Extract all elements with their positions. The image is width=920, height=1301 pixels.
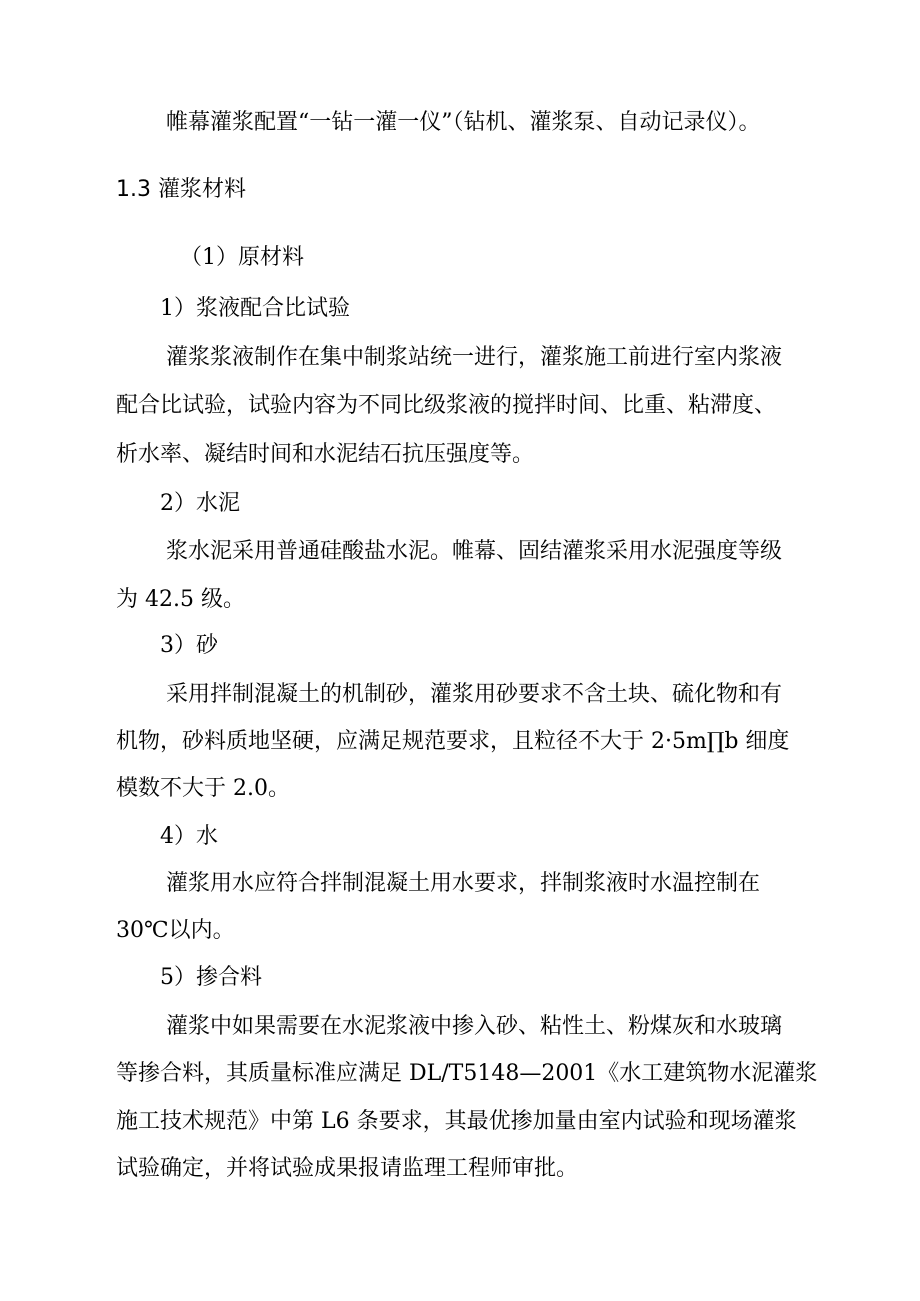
paragraph-sand-line-2: 机物，砂料质地坚硬，应满足规范要求，且粒径不大于 2·5m∏b 细度	[116, 729, 790, 754]
item-heading-mix-ratio-test: 1）浆液配合比试验	[160, 296, 350, 321]
paragraph-water-line-1: 灌浆用水应符合拌制混凝土用水要求，拌制浆液时水温控制在	[166, 871, 761, 896]
paragraph-admixture-line-2: 等掺合料，其质量标准应满足 DL/T5148—2001《水工建筑物水泥灌浆	[116, 1061, 818, 1086]
subheading-raw-materials: （1）原材料	[180, 245, 304, 270]
paragraph-mix-ratio-line-2: 配合比试验，试验内容为不同比级浆液的搅拌时间、比重、粘滞度、	[116, 393, 777, 418]
paragraph-admixture-line-3: 施工技术规范》中第 L6 条要求，其最优掺加量由室内试验和现场灌浆	[116, 1109, 797, 1134]
paragraph-sand-line-3: 模数不大于 2.0。	[116, 776, 290, 801]
paragraph-sand-line-1: 采用拌制混凝土的机制砂，灌浆用砂要求不含土块、硫化物和有	[166, 682, 783, 707]
paragraph-mix-ratio-line-1: 灌浆浆液制作在集中制浆站统一进行，灌浆施工前进行室内浆液	[166, 345, 783, 370]
paragraph-water-line-2: 30℃以内。	[116, 918, 235, 943]
paragraph-cement-line-2: 为 42.5 级。	[116, 587, 245, 612]
paragraph-admixture-line-1: 灌浆中如果需要在水泥浆液中掺入砂、粘性土、粉煤灰和水玻璃	[166, 1014, 783, 1039]
item-heading-admixture: 5）掺合料	[160, 965, 262, 990]
item-heading-sand: 3）砂	[160, 633, 218, 658]
item-heading-cement: 2）水泥	[160, 491, 240, 516]
paragraph-curtain-grouting-equipment: 帷幕灌浆配置“一钻一灌一仪”（钻机、灌浆泵、自动记录仪）。	[166, 110, 761, 135]
section-heading-grouting-materials: 1.3 灌浆材料	[116, 177, 246, 202]
item-heading-water: 4）水	[160, 824, 218, 849]
paragraph-mix-ratio-line-3: 析水率、凝结时间和水泥结石抗压强度等。	[116, 442, 535, 467]
paragraph-admixture-line-4: 试验确定，并将试验成果报请监理工程师审批。	[116, 1156, 579, 1181]
paragraph-cement-line-1: 浆水泥采用普通硅酸盐水泥。帷幕、固结灌浆采用水泥强度等级	[166, 539, 783, 564]
